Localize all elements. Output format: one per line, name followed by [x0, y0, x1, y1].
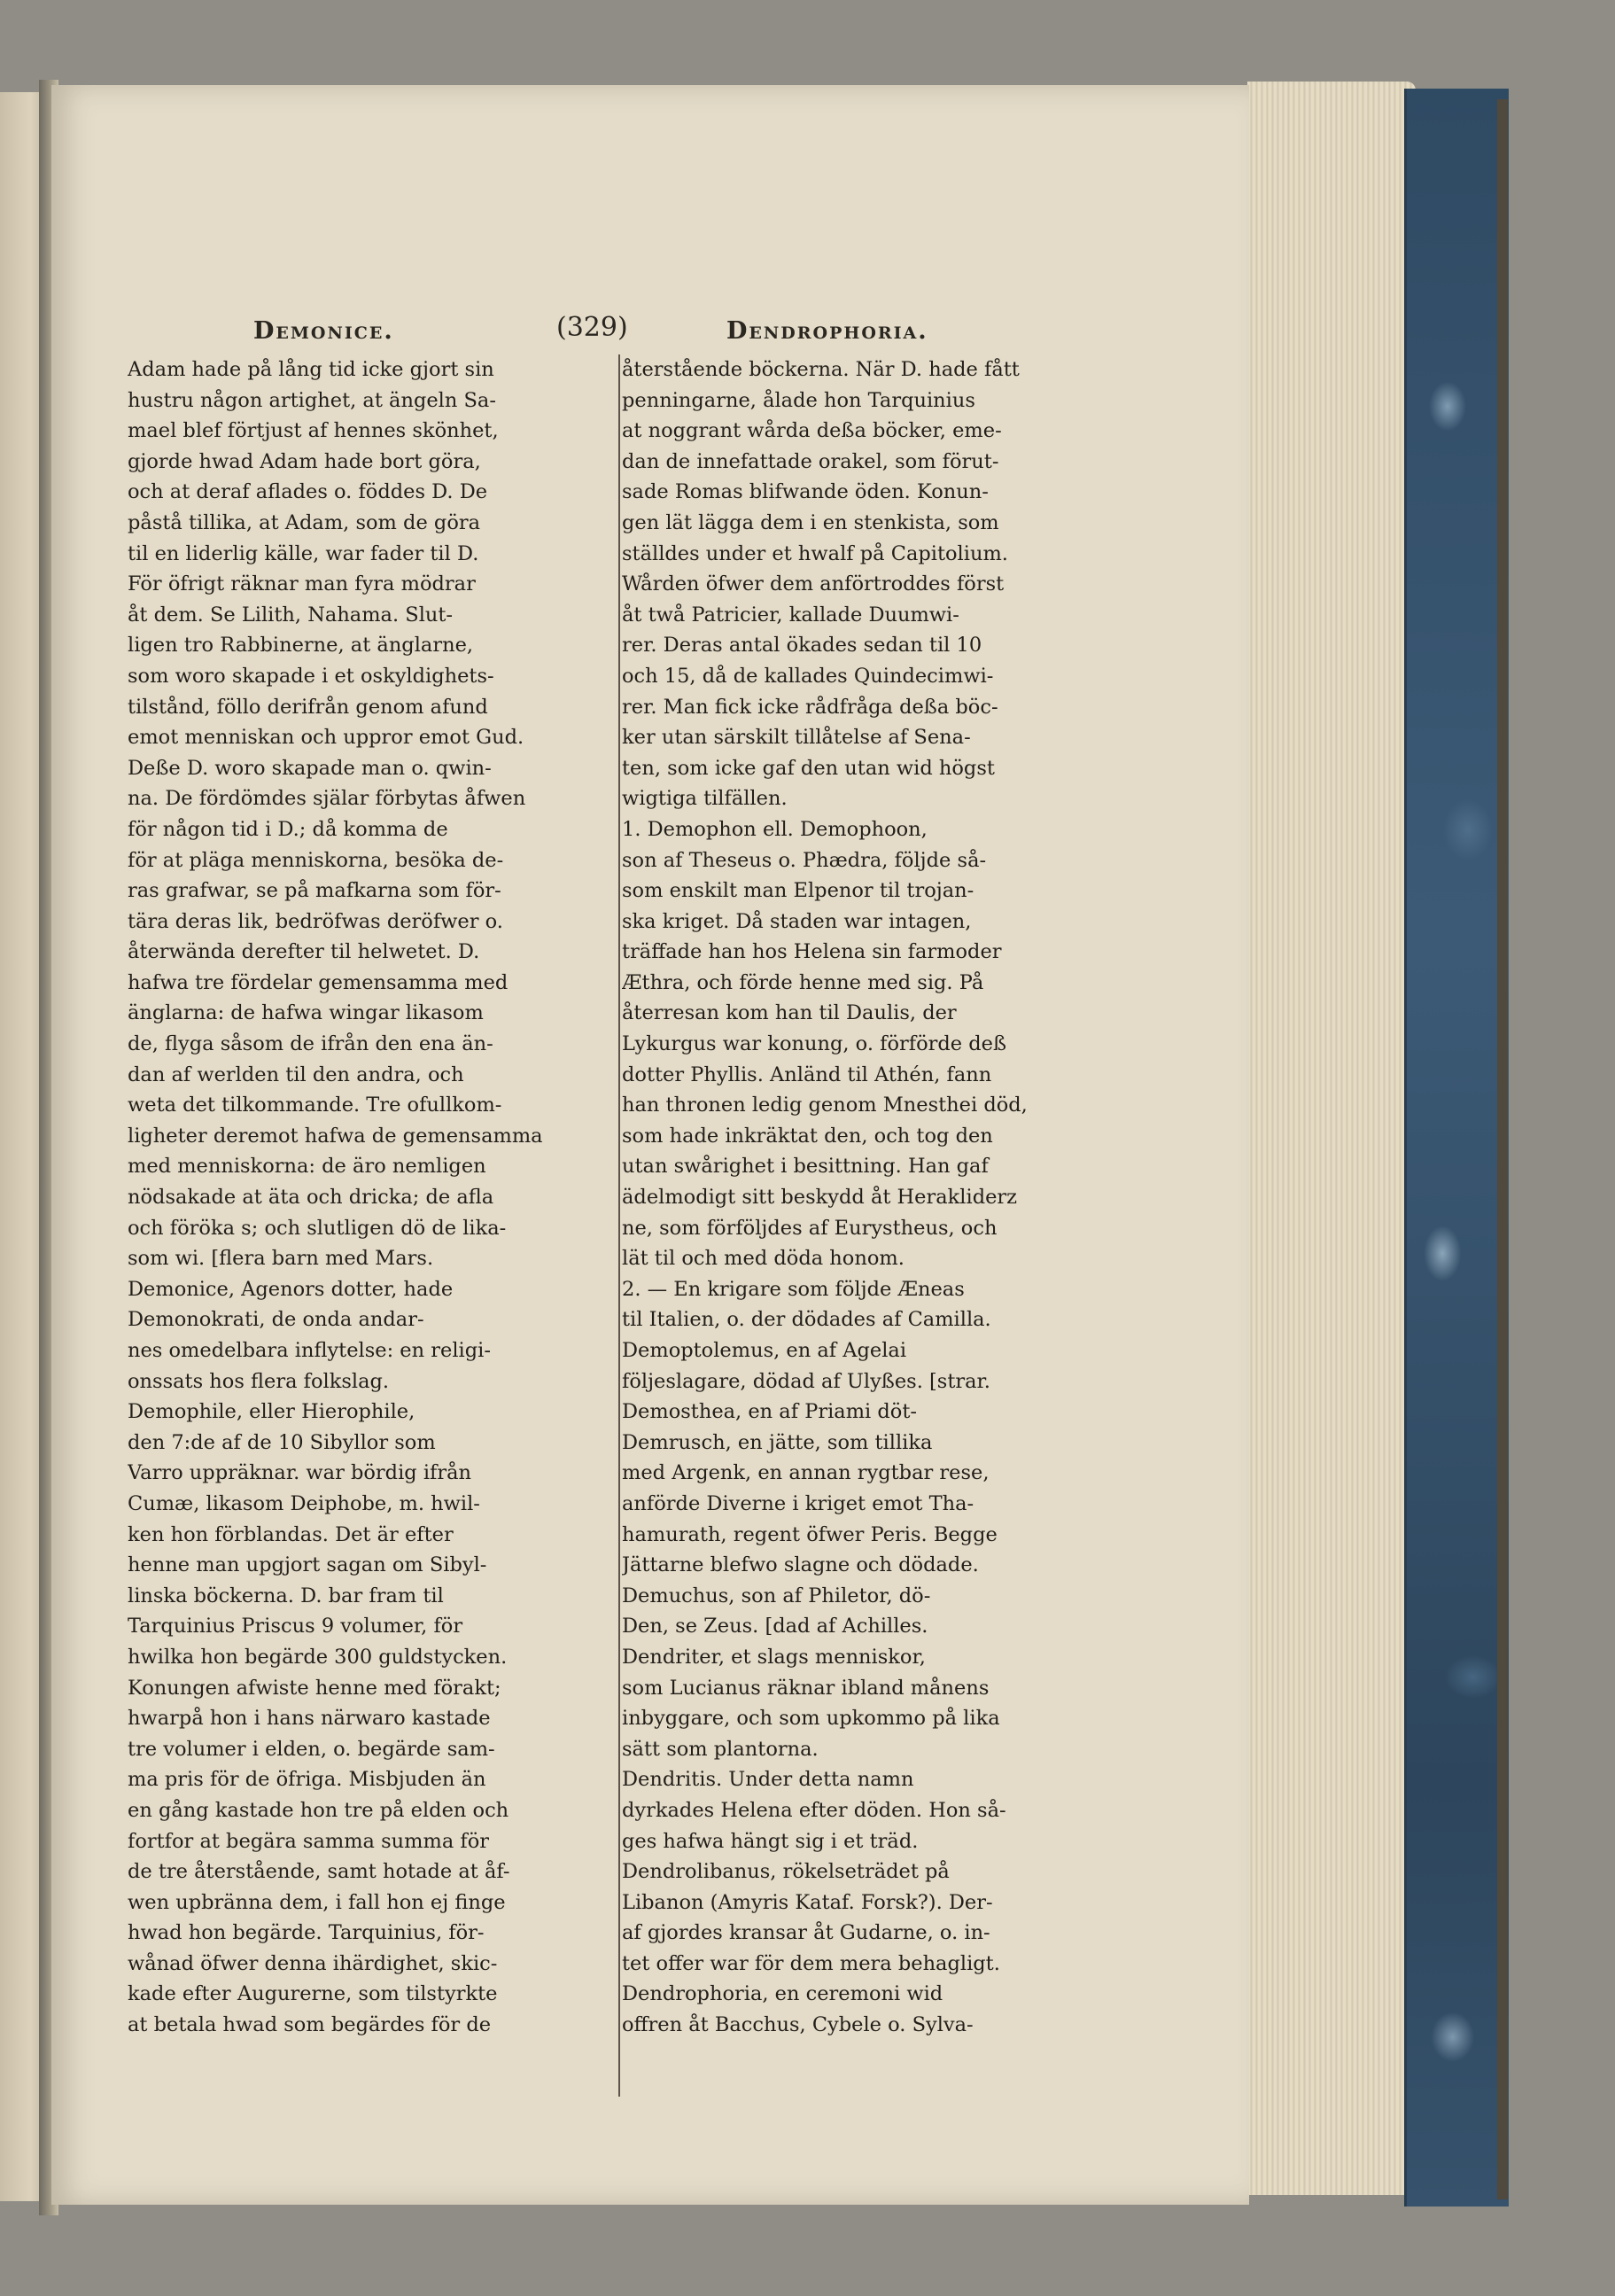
text-line: gjorde hwad Adam hade bort göra,: [128, 449, 481, 473]
text-line: fortfor at begära samma summa för: [128, 1829, 490, 1853]
text-line: ligen tro Rabbinerne, at änglarne,: [128, 634, 474, 658]
text-line: återstående böckerna. När D. hade fått: [622, 358, 1020, 381]
text-line: 1. Demophon ell. Demophoon,: [622, 817, 928, 841]
text-line: af gjordes kransar åt Gudarne, o. in-: [622, 1921, 990, 1945]
text-line: Tarquinius Priscus 9 volumer, för: [128, 1615, 463, 1638]
text-line: Adam hade på lång tid icke gjort sin: [128, 358, 494, 381]
text-line: Demophile, eller Hierophile,: [128, 1400, 415, 1424]
text-line: som wi. [flera barn med Mars.: [128, 1247, 434, 1271]
text-line: tilstånd, föllo derifrån genom afund: [128, 695, 488, 719]
text-line: hustru någon artighet, at ängeln Sa-: [128, 388, 496, 412]
text-line: som woro skapade i et oskyldighets-: [128, 664, 494, 688]
text-line: dyrkades Helena efter döden. Hon så-: [622, 1798, 1006, 1822]
text-line: som Lucianus räknar ibland månens: [622, 1676, 990, 1700]
text-line: återresan kom han til Daulis, der: [622, 1001, 957, 1025]
text-line: änglarna: de hafwa wingar likasom: [128, 1001, 484, 1025]
header-right-keyword: Dendrophoria.: [726, 317, 928, 345]
text-line: Libanon (Amyris Kataf. Forsk?). Der-: [622, 1890, 993, 1914]
text-line: de, flyga såsom de ifrån den ena än-: [128, 1032, 493, 1056]
text-line: Konungen afwiste henne med förakt;: [128, 1676, 501, 1700]
text-line: Dendriter, et slags menniskor,: [622, 1645, 926, 1669]
text-line: han thronen ledig genom Mnesthei död,: [622, 1094, 1028, 1117]
text-line: hwad hon begärde. Tarquinius, för-: [128, 1921, 485, 1945]
text-line: hafwa tre fördelar gemensamma med: [128, 970, 509, 994]
text-line: Demosthea, en af Priami döt-: [622, 1400, 917, 1424]
text-line: återwända derefter til helwetet. D.: [128, 940, 480, 964]
text-line: för at pläga menniskorna, besöka de-: [128, 848, 504, 872]
text-line: weta det tilkommande. Tre ofullkom-: [128, 1094, 502, 1117]
text-line: penningarne, ålade hon Tarquinius: [622, 388, 975, 412]
text-line: som hade inkräktat den, och tog den: [622, 1124, 993, 1148]
text-line: tet offer war för dem mera behagligt.: [622, 1951, 1000, 1975]
text-line: Æthra, och förde henne med sig. På: [622, 970, 984, 994]
text-line: träffade han hos Helena sin farmoder: [622, 940, 1002, 964]
text-line: at noggrant wårda deßa böcker, eme-: [622, 419, 1002, 443]
text-line: at betala hwad som begärdes för de: [128, 2013, 492, 2037]
text-line: Demrusch, en jätte, som tillika: [622, 1430, 933, 1454]
text-line: ne, som förföljdes af Eurystheus, och: [622, 1216, 998, 1240]
text-line: nes omedelbara inflytelse: en religi-: [128, 1339, 491, 1362]
text-line: ställdes under et hwalf på Capitolium.: [622, 541, 1008, 565]
cover-edge: [1497, 99, 1508, 2199]
text-line: åt twå Patricier, kallade Duumwi-: [622, 603, 959, 627]
text-line: Deße D. woro skapade man o. qwin-: [128, 756, 492, 780]
text-line: nödsakade at äta och dricka; de afla: [128, 1186, 494, 1210]
text-line: ma pris för de öfriga. Misbjuden än: [128, 1768, 486, 1792]
text-line: henne man upgjort sagan om Sibyl-: [128, 1553, 487, 1577]
text-line: wigtiga tilfällen.: [622, 787, 788, 811]
column-divider: [618, 354, 620, 2097]
text-line: til en liderlig källe, war fader til D.: [128, 541, 479, 565]
book-page: [51, 85, 1249, 2205]
text-line: onssats hos flera folkslag.: [128, 1369, 390, 1393]
text-line: 2. — En krigare som följde Æneas: [622, 1277, 965, 1301]
text-line: na. De fördömdes själar förbytas åfwen: [128, 787, 526, 811]
text-line: Jättarne blefwo slagne och dödade.: [622, 1553, 979, 1577]
page-edges: [1247, 82, 1416, 2195]
text-line: Varro uppräknar. war bördig ifrån: [128, 1461, 472, 1485]
text-line: ken hon förblandas. Det är efter: [128, 1522, 454, 1546]
text-line: med menniskorna: de äro nemligen: [128, 1155, 486, 1179]
text-line: dan de innefattade orakel, som förut-: [622, 449, 999, 473]
text-line: Lykurgus war konung, o. förförde deß: [622, 1032, 1007, 1056]
text-line: den 7:de af de 10 Sibyllor som: [128, 1430, 436, 1454]
text-line: Dendrophoria, en ceremoni wid: [622, 1982, 943, 2006]
text-line: lät til och med döda honom.: [622, 1247, 905, 1271]
text-line: ras grafwar, se på mafkarna som för-: [128, 879, 501, 903]
text-line: som enskilt man Elpenor til trojan-: [622, 879, 974, 903]
text-line: ligheter deremot hafwa de gemensamma: [128, 1124, 543, 1148]
text-line: och 15, då de kallades Quindecimwi-: [622, 664, 994, 688]
text-line: de tre återstående, samt hotade at åf-: [128, 1860, 510, 1884]
text-line: dotter Phyllis. Anländ til Athén, fann: [622, 1062, 992, 1086]
text-line: wen upbränna dem, i fall hon ej finge: [128, 1890, 506, 1914]
text-line: ker utan särskilt tillåtelse af Sena-: [622, 726, 971, 750]
text-line: tre volumer i elden, o. begärde sam-: [128, 1737, 495, 1761]
text-line: Demonice, Agenors dotter, hade: [128, 1277, 454, 1301]
text-line: Demoptolemus, en af Agelai: [622, 1339, 907, 1362]
text-line: Demonokrati, de onda andar-: [128, 1308, 424, 1332]
text-line: kade efter Augurerne, som tilstyrkte: [128, 1982, 498, 2006]
text-line: ten, som icke gaf den utan wid högst: [622, 756, 995, 780]
text-line: Dendritis. Under detta namn: [622, 1768, 914, 1792]
right-text-column: [622, 354, 1224, 2041]
text-line: och at deraf aflades o. föddes D. De: [128, 480, 488, 504]
text-line: Den, se Zeus. [dad af Achilles.: [622, 1615, 928, 1638]
header-left-keyword: Demonice.: [253, 317, 394, 345]
text-line: med Argenk, en annan rygtbar rese,: [622, 1461, 990, 1485]
text-line: och föröka s; och slutligen dö de lika-: [128, 1216, 507, 1240]
text-line: til Italien, o. der dödades af Camilla.: [622, 1308, 991, 1332]
text-line: rer. Man fick icke rådfråga deßa böc-: [622, 695, 998, 719]
text-line: ska kriget. Då staden war intagen,: [622, 909, 972, 933]
text-line: Cumæ, likasom Deiphobe, m. hwil-: [128, 1491, 480, 1515]
text-line: mael blef förtjust af hennes skönhet,: [128, 419, 499, 443]
text-line: Dendrolibanus, rökelseträdet på: [622, 1860, 950, 1884]
text-line: dan af werlden til den andra, och: [128, 1062, 464, 1086]
text-line: påstå tillika, at Adam, som de göra: [128, 510, 481, 534]
text-line: rer. Deras antal ökades sedan til 10: [622, 634, 982, 658]
text-line: För öfrigt räknar man fyra mödrar: [128, 572, 476, 596]
text-line: sätt som plantorna.: [622, 1737, 819, 1761]
text-line: ges hafwa hängt sig i et träd.: [622, 1829, 919, 1853]
text-line: wånad öfwer denna ihärdighet, skic-: [128, 1951, 498, 1975]
left-text-column: [128, 354, 670, 2041]
text-line: åt dem. Se Lilith, Nahama. Slut-: [128, 603, 454, 627]
text-line: anförde Diverne i kriget emot Tha-: [622, 1491, 974, 1515]
text-line: tära deras lik, bedröfwas deröfwer o.: [128, 909, 503, 933]
text-line: offren åt Bacchus, Cybele o. Sylva-: [622, 2013, 974, 2037]
text-line: hwarpå hon i hans närwaro kastade: [128, 1707, 491, 1731]
text-line: sade Romas blifwande öden. Konun-: [622, 480, 989, 504]
text-line: hwilka hon begärde 300 guldstycken.: [128, 1645, 508, 1669]
text-line: gen lät lägga dem i en stenkista, som: [622, 510, 999, 534]
text-line: Demuchus, son af Philetor, dö-: [622, 1584, 931, 1607]
text-line: inbyggare, och som upkommo på lika: [622, 1707, 1000, 1731]
text-line: Wården öfwer dem anförtroddes först: [622, 572, 1005, 596]
text-line: ädelmodigt sitt beskydd åt Herakliderz: [622, 1186, 1018, 1210]
text-line: utan swårighet i besittning. Han gaf: [622, 1155, 989, 1179]
text-line: linska böckerna. D. bar fram til: [128, 1584, 444, 1607]
running-header: [51, 312, 1249, 353]
text-line: följeslagare, dödad af Ulyßes. [strar.: [622, 1369, 990, 1393]
text-line: emot menniskan och uppror emot Gud.: [128, 726, 524, 750]
text-line: hamurath, regent öfwer Peris. Begge: [622, 1522, 998, 1546]
page-number: (329): [556, 312, 628, 343]
text-line: en gång kastade hon tre på elden och: [128, 1798, 509, 1822]
marbled-cover: [1404, 89, 1509, 2206]
text-line: son af Theseus o. Phædra, följde så-: [622, 848, 987, 872]
text-line: för någon tid i D.; då komma de: [128, 817, 448, 841]
